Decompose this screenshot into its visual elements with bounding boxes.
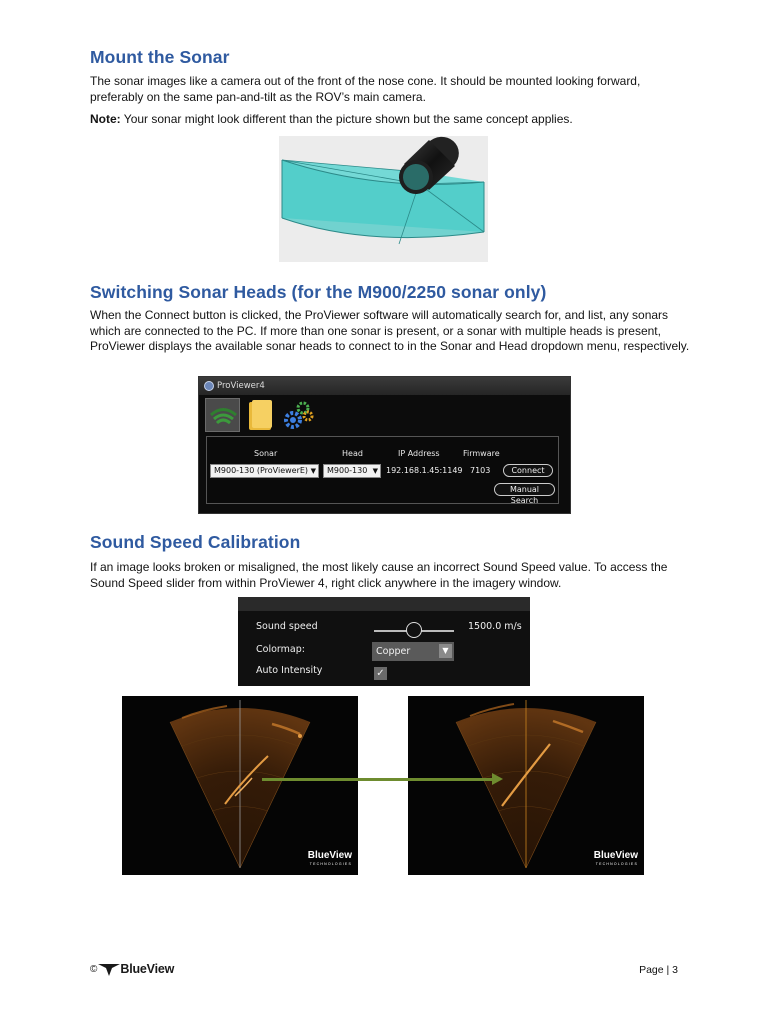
page-number: Page | 3: [639, 964, 678, 976]
auto-intensity-checkbox[interactable]: ✓: [374, 667, 387, 680]
logo-text: BlueView: [593, 850, 638, 861]
section-title-switching-heads: Switching Sonar Heads (for the M900/2250 sonar only): [90, 282, 547, 302]
blueview-logo-overlay: [594, 851, 638, 869]
note-text: Your sonar might look different than the picture shown but the same concept applies.: [120, 112, 573, 126]
manual-search-button[interactable]: Manual Search: [494, 483, 555, 496]
sound-speed-value: 1500.0 m/s: [468, 621, 522, 632]
wifi-connect-icon[interactable]: [205, 398, 240, 432]
colormap-dropdown[interactable]: [372, 642, 454, 661]
arrow-right-icon: [492, 773, 503, 785]
settings-header-bar: [238, 597, 530, 611]
footer-brand-text: BlueView: [120, 962, 175, 976]
col-sonar: Sonar: [254, 449, 278, 458]
chevron-down-icon: ▼: [372, 467, 378, 475]
paragraph-switching-heads: When the Connect button is clicked, the ProViewer software will automatically search for, and list, any sonars which are connected to the PC. If more than one sonar is present, or a sonar with multiple heads is present, ProViewer displays the available sonar heads to connect to in the Sonar and Head dropdown menu, respectively.: [90, 308, 690, 353]
colormap-label: Colormap:: [256, 644, 305, 655]
sonar-dropdown-value: M900-130 (ProViewerE): [214, 466, 309, 475]
sonar-mount-figure: [279, 136, 488, 262]
copyright-symbol: ©: [90, 963, 98, 975]
teledyne-logo-icon: [98, 962, 120, 976]
comparison-arrow-line: [262, 778, 494, 781]
sound-speed-slider-knob[interactable]: [406, 622, 422, 638]
logo-subtext: TECHNOLOGIES: [595, 862, 638, 866]
paragraph-sound-speed: If an image looks broken or misaligned, the most likely cause an incorrect Sound Speed value. To access the Sound Speed slider from within ProViewer 4, right click anywhere in the imagery window.: [90, 560, 668, 590]
footer-logo: [90, 960, 174, 978]
head-dropdown-value: M900-130: [327, 466, 368, 475]
sonar-connection-panel: [206, 436, 559, 504]
sonar-image-corrected: [408, 696, 644, 875]
chevron-down-icon: ▼: [310, 467, 316, 475]
section-title-sound-speed: Sound Speed Calibration: [90, 532, 301, 552]
colormap-value: Copper: [376, 646, 411, 657]
paragraph-mount-sonar: The sonar images like a camera out of the front of the nose cone. It should be mounted looking forward, preferably on the same pan-and-tilt as the ROV’s main camera.: [90, 74, 641, 104]
sonar-image-misaligned: [122, 696, 358, 875]
sonar-dropdown[interactable]: [210, 464, 319, 478]
logo-subtext: TECHNOLOGIES: [309, 862, 352, 866]
firmware-value: 7103: [470, 466, 491, 475]
proviewer-window-screenshot: [198, 376, 571, 514]
window-title: ProViewer4: [217, 381, 265, 391]
head-dropdown[interactable]: [323, 464, 381, 478]
ip-address-value: 192.168.1.45:1149: [386, 466, 463, 475]
window-titlebar: [199, 377, 570, 395]
auto-intensity-label: Auto Intensity: [256, 665, 323, 676]
blueview-logo-overlay: [308, 851, 352, 869]
col-firmware: Firmware: [463, 449, 500, 458]
note-paragraph: [90, 112, 690, 128]
sound-speed-settings-screenshot: [238, 597, 530, 686]
col-ip-address: IP Address: [398, 449, 440, 458]
sound-speed-label: Sound speed: [256, 621, 318, 632]
app-icon: [204, 381, 214, 391]
gears-icon[interactable]: [281, 398, 316, 432]
col-head: Head: [342, 449, 363, 458]
connect-button[interactable]: Connect: [503, 464, 553, 477]
note-label: Note:: [90, 112, 121, 126]
folder-icon[interactable]: [245, 398, 280, 432]
section-title-mount-sonar: Mount the Sonar: [90, 47, 230, 67]
logo-text: BlueView: [307, 850, 352, 861]
chevron-down-icon: ▼: [439, 644, 452, 658]
